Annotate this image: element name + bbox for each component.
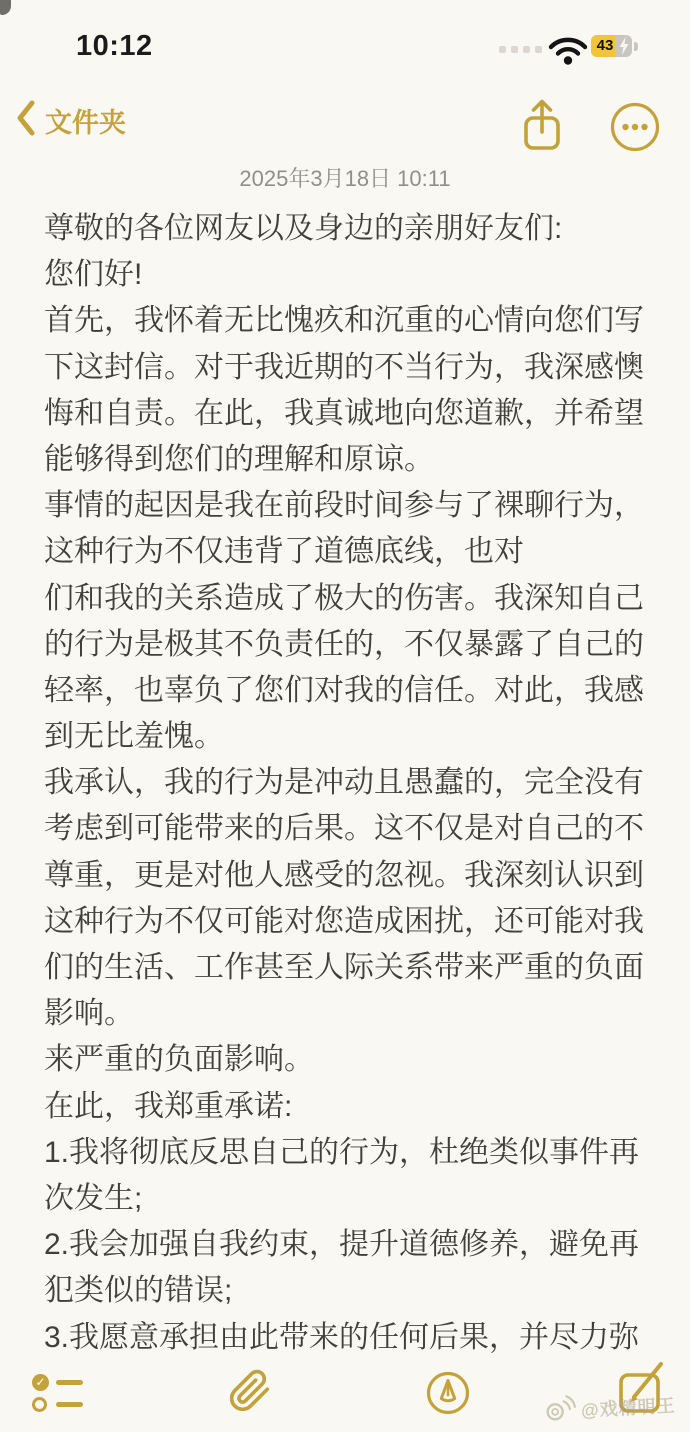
ellipsis-icon <box>609 140 661 157</box>
paperclip-icon <box>228 1402 272 1419</box>
attachment-button[interactable] <box>228 1367 272 1420</box>
note-text-line: 事情的起因是我在前段时间参与了裸聊行为， <box>44 489 644 523</box>
note-text-line: 我承认，我的行为是冲动且愚蠢的，完全没有 <box>44 766 644 800</box>
note-text-line: 在此，我郑重承诺: <box>44 1089 293 1123</box>
checklist-button[interactable]: ✓ <box>32 1373 84 1415</box>
note-text-line: 犯类似的错误; <box>44 1274 233 1308</box>
watermark-text: @戏精明王 <box>580 1395 677 1420</box>
note-text-line: 2.我会加强自我约束，提升道德修养，避免再 <box>44 1228 640 1262</box>
back-button[interactable] <box>16 100 126 141</box>
markup-pen-icon <box>426 1402 470 1419</box>
wifi-icon <box>548 35 588 70</box>
note-body[interactable] <box>44 206 690 1361</box>
note-text-line: 3.我愿意承担由此带来的任何后果，并尽力弥 <box>44 1320 640 1354</box>
note-text-line: 下这封信。对于我近期的不当行为，我深感懊 <box>44 350 644 384</box>
note-text-line: 尊重，更是对他人感受的忽视。我深刻认识到 <box>44 858 644 892</box>
battery-cap <box>634 42 638 51</box>
note-text-line: 首先，我怀着无比愧疚和沉重的心情向您们写 <box>44 304 644 338</box>
battery-indicator <box>591 35 638 57</box>
note-text-line: 能够得到您们的理解和原谅。 <box>44 442 434 476</box>
note-date: 2025年3月18日 10:11 <box>239 166 451 191</box>
note-text-line: 影响。 <box>44 997 134 1031</box>
note-text-line: 这种行为不仅可能对您造成困扰，还可能对我 <box>44 904 644 938</box>
more-button[interactable] <box>609 101 661 158</box>
charging-bolt-icon <box>618 37 630 57</box>
note-text-line: 考虑到可能带来的后果。这不仅是对自己的不 <box>44 812 644 846</box>
note-text-line: 悔和自责。在此，我真诚地向您道歉，并希望 <box>44 396 644 430</box>
back-button-label: 文件夹 <box>45 108 126 138</box>
battery-percent-label: 43 <box>596 37 614 54</box>
note-text-line: 1.我将彻底反思自己的行为，杜绝类似事件再 <box>44 1135 640 1169</box>
cellular-signal-icon <box>499 46 542 53</box>
battery-body <box>591 35 632 57</box>
note-text-line: 的行为是极其不负责任的，不仅暴露了自己的 <box>44 627 644 661</box>
share-icon <box>519 141 565 158</box>
note-text-line: 们的生活、工作甚至人际关系带来严重的负面 <box>44 951 644 984</box>
note-text-line: 次发生; <box>44 1181 143 1215</box>
markup-button[interactable] <box>426 1371 470 1420</box>
back-chevron-icon <box>16 100 35 141</box>
watermark-megaphone-icon <box>542 1392 578 1429</box>
note-text-line: 这种行为不仅违背了道德底线，也对 <box>44 535 524 569</box>
note-text-line: 们和我的关系造成了极大的伤害。我深知自己 <box>44 581 644 615</box>
note-text-line: 轻率，也辜负了您们对我的信任。对此，我感 <box>44 673 644 707</box>
note-text-line: 来严重的负面影响。 <box>44 1043 314 1077</box>
watermark <box>542 1387 676 1429</box>
photo-corner-artifact <box>0 0 11 15</box>
note-text-line: 到无比羞愧。 <box>44 720 224 754</box>
status-time-label: 10:12 <box>76 30 153 62</box>
note-text-line: 尊敬的各位网友以及身边的亲朋好友们: <box>44 212 563 245</box>
note-text-line: 您们好! <box>44 258 143 292</box>
share-button[interactable] <box>519 97 565 159</box>
